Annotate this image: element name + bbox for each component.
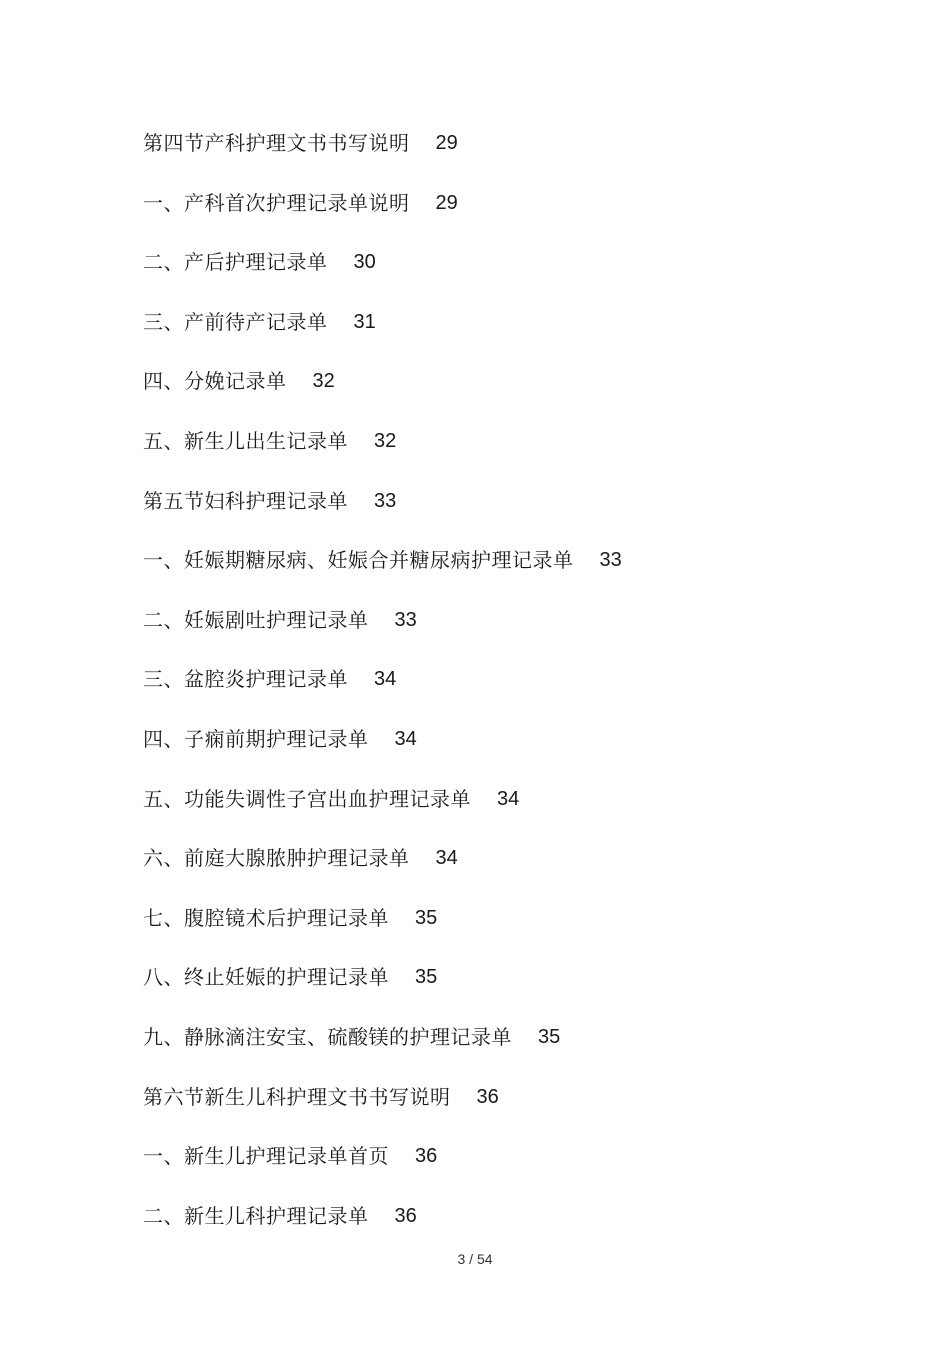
toc-entry-title: 一、新生儿护理记录单首页 (143, 1144, 389, 1169)
toc-entry-page: 31 (353, 310, 376, 333)
toc-entry (143, 307, 863, 367)
toc-entry-page: 34 (374, 668, 397, 691)
toc-entry-page: 34 (497, 787, 520, 810)
toc-entry-title: 二、新生儿科护理记录单 (143, 1203, 369, 1228)
toc-entry-title: 一、妊娠期糖尿病、妊娠合并糖尿病护理记录单 (143, 548, 574, 573)
toc-entry-page: 36 (476, 1085, 499, 1108)
toc-entry-title: 六、前庭大腺脓肿护理记录单 (143, 846, 410, 871)
toc-entry-page: 35 (415, 966, 438, 989)
toc-entry-title: 五、新生儿出生记录单 (143, 428, 348, 453)
toc-entry-title: 二、妊娠剧吐护理记录单 (143, 607, 369, 632)
toc-entry (143, 1141, 863, 1201)
toc-entry (143, 1082, 863, 1142)
toc-entry (143, 784, 863, 844)
toc-entry-page: 33 (374, 489, 397, 512)
toc-entry (143, 724, 863, 784)
toc-entry-page: 30 (353, 251, 376, 274)
toc-entry-title: 二、产后护理记录单 (143, 250, 328, 275)
toc-entry (143, 545, 863, 605)
toc-entry-page: 35 (538, 1025, 561, 1048)
toc-entry-title: 四、子痫前期护理记录单 (143, 726, 369, 751)
toc-entry (143, 188, 863, 248)
toc-entry (143, 962, 863, 1022)
toc-entry (143, 366, 863, 426)
toc-entry-title: 第六节新生儿科护理文书书写说明 (143, 1084, 451, 1109)
toc-entry-page: 34 (394, 727, 417, 750)
toc-entry-page: 29 (435, 132, 458, 154)
toc-entry-page: 36 (394, 1204, 417, 1227)
toc-entry-title: 四、分娩记录单 (143, 369, 287, 394)
toc-entry-page: 34 (435, 847, 458, 870)
toc-entry-page: 29 (435, 191, 458, 214)
toc-entry-page: 33 (599, 549, 622, 572)
toc-entry-title: 七、腹腔镜术后护理记录单 (143, 905, 389, 930)
toc-entry-title: 三、盆腔炎护理记录单 (143, 667, 348, 692)
toc-entry (143, 605, 863, 665)
toc-entry (143, 664, 863, 724)
toc-entry (143, 426, 863, 486)
toc-entry (143, 1022, 863, 1082)
toc-entry-title: 五、功能失调性子宫出血护理记录单 (143, 786, 471, 811)
table-of-contents (143, 128, 863, 1260)
toc-entry-page: 36 (415, 1145, 438, 1168)
toc-entry-title: 第四节产科护理文书书写说明 (143, 131, 410, 155)
toc-entry (143, 843, 863, 903)
toc-entry-title: 一、产科首次护理记录单说明 (143, 190, 410, 215)
toc-entry-page: 32 (374, 429, 397, 452)
toc-entry (143, 247, 863, 307)
toc-entry-title: 九、静脉滴注安宝、硫酸镁的护理记录单 (143, 1024, 512, 1049)
toc-entry-page: 33 (394, 608, 417, 631)
toc-entry-title: 八、终止妊娠的护理记录单 (143, 965, 389, 990)
toc-entry (143, 903, 863, 963)
toc-entry-page: 32 (312, 370, 335, 393)
page-indicator: 3 / 54 (457, 1251, 493, 1267)
toc-entry (143, 128, 863, 188)
toc-entry (143, 486, 863, 546)
toc-entry-title: 第五节妇科护理记录单 (143, 488, 348, 513)
toc-entry-page: 35 (415, 906, 438, 929)
toc-entry-title: 三、产前待产记录单 (143, 309, 328, 334)
